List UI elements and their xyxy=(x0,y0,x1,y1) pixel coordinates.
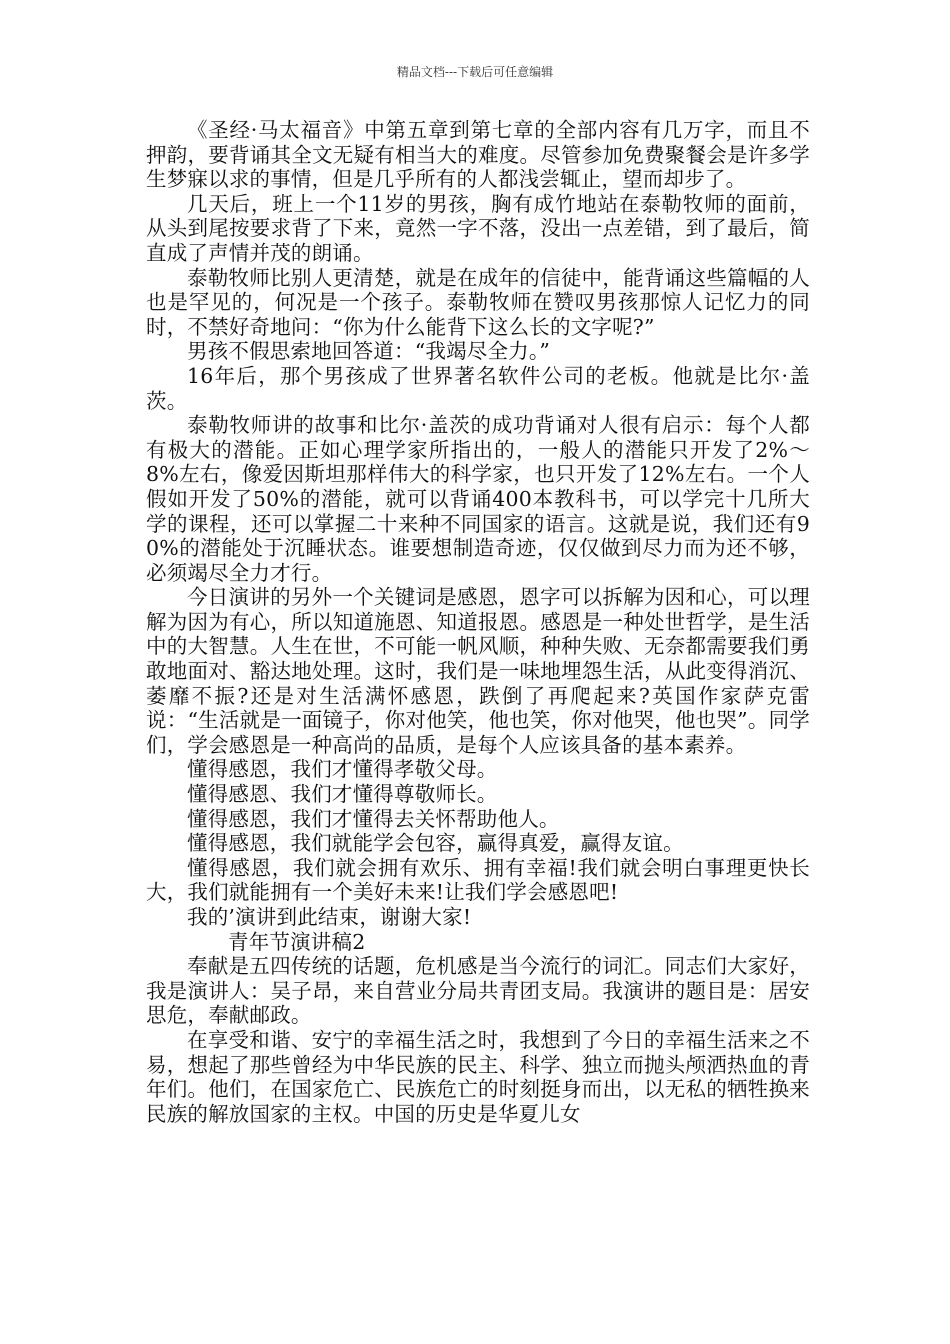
paragraph: 在享受和谐、安宁的幸福生活之时，我想到了今日的幸福生活来之不易，想起了那些曾经为中华民族的民主、科学、独立而抛头颅洒热血的青年们。他们，在国家危亡、民族危亡的时刻挺身而出，以无私的牺牲换来民族的解放国家的主权。中国的历史是华夏儿女 xyxy=(146,1027,810,1126)
page-header: 精品文档---下载后可任意编辑 xyxy=(396,65,554,79)
paragraph: 《圣经·马太福音》中第五章到第七章的全部内容有几万字，而且不押韵，要背诵其全文无疑有相当大的难度。尽管参加免费聚餐会是许多学生梦寐以求的事情，但是几乎所有的人都浅尝辄止，望而却步了。 xyxy=(146,118,810,192)
paragraph: 懂得感恩、我们才懂得尊敬师长。 xyxy=(187,782,498,807)
paragraph: 16年后，那个男孩成了世界著名软件公司的老板。他就是比尔·盖茨。 xyxy=(146,363,810,413)
paragraph: 懂得感恩，我们就会拥有欢乐、拥有幸福!我们就会明白事理更快长大，我们就能拥有一个美好未来!让我们学会感恩吧! xyxy=(146,855,810,905)
paragraph: 今日演讲的另外一个关键词是感恩，恩字可以拆解为因和心，可以理解为因为有心，所以知道施恩、知道报恩。感恩是一种处世哲学，是生活中的大智慧。人生在世，不可能一帆风顺，种种失败、无奈都需要我们勇敢地面对、豁达地处理。这时，我们是一味地埋怨生活，从此变得消沉、萎靡不振?还是对生活满怀感恩，跌倒了再爬起来?英国作家萨克雷说：“生活就是一面镜子，你对他笑，他也笑，你对他哭，他也哭”。同学们，学会感恩是一种高尚的品质，是每个人应该具备的基本素养。 xyxy=(146,585,810,757)
document-body xyxy=(146,118,810,1126)
paragraph: 泰勒牧师比别人更清楚，就是在成年的信徒中，能背诵这些篇幅的人也是罕见的，何况是一个孩子。泰勒牧师在赞叹男孩那惊人记忆力的同时，不禁好奇地问：“你为什么能背下这么长的文字呢?” xyxy=(146,265,810,339)
paragraph: 懂得感恩，我们就能学会包容，赢得真爱，赢得友谊。 xyxy=(187,831,684,856)
paragraph: 奉献是五四传统的话题，危机感是当今流行的词汇。同志们大家好，我是演讲人：吴子昂，来自营业分局共青团支局。我演讲的题目是：居安思危，奉献邮政。 xyxy=(146,954,810,1028)
paragraph: 男孩不假思索地回答道：“我竭尽全力。” xyxy=(187,339,551,364)
paragraph: 泰勒牧师讲的故事和比尔·盖茨的成功背诵对人很有启示：每个人都有极大的潜能。正如心理学家所指出的，一般人的潜能只开发了2%～8%左右，像爱因斯坦那样伟大的科学家，也只开发了12%左右。一个人假如开发了50%的潜能，就可以背诵400本教科书，可以学完十几所大学的课程，还可以掌握二十来种不同国家的语言。这就是说，我们还有90%的潜能处于沉睡状态。谁要想制造奇迹，仅仅做到尽力而为还不够，必须竭尽全力才行。 xyxy=(146,413,810,585)
section-title: 青年节演讲稿2 xyxy=(228,929,366,954)
paragraph: 懂得感恩，我们才懂得孝敬父母。 xyxy=(187,757,498,782)
paragraph: 懂得感恩，我们才懂得去关怀帮助他人。 xyxy=(187,806,560,831)
paragraph: 我的’演讲到此结束，谢谢大家! xyxy=(187,905,472,929)
paragraph: 几天后，班上一个11岁的男孩，胸有成竹地站在泰勒牧师的面前，从头到尾按要求背了下来，竟然一字不落，没出一点差错，到了最后，简直成了声情并茂的朗诵。 xyxy=(146,191,810,265)
